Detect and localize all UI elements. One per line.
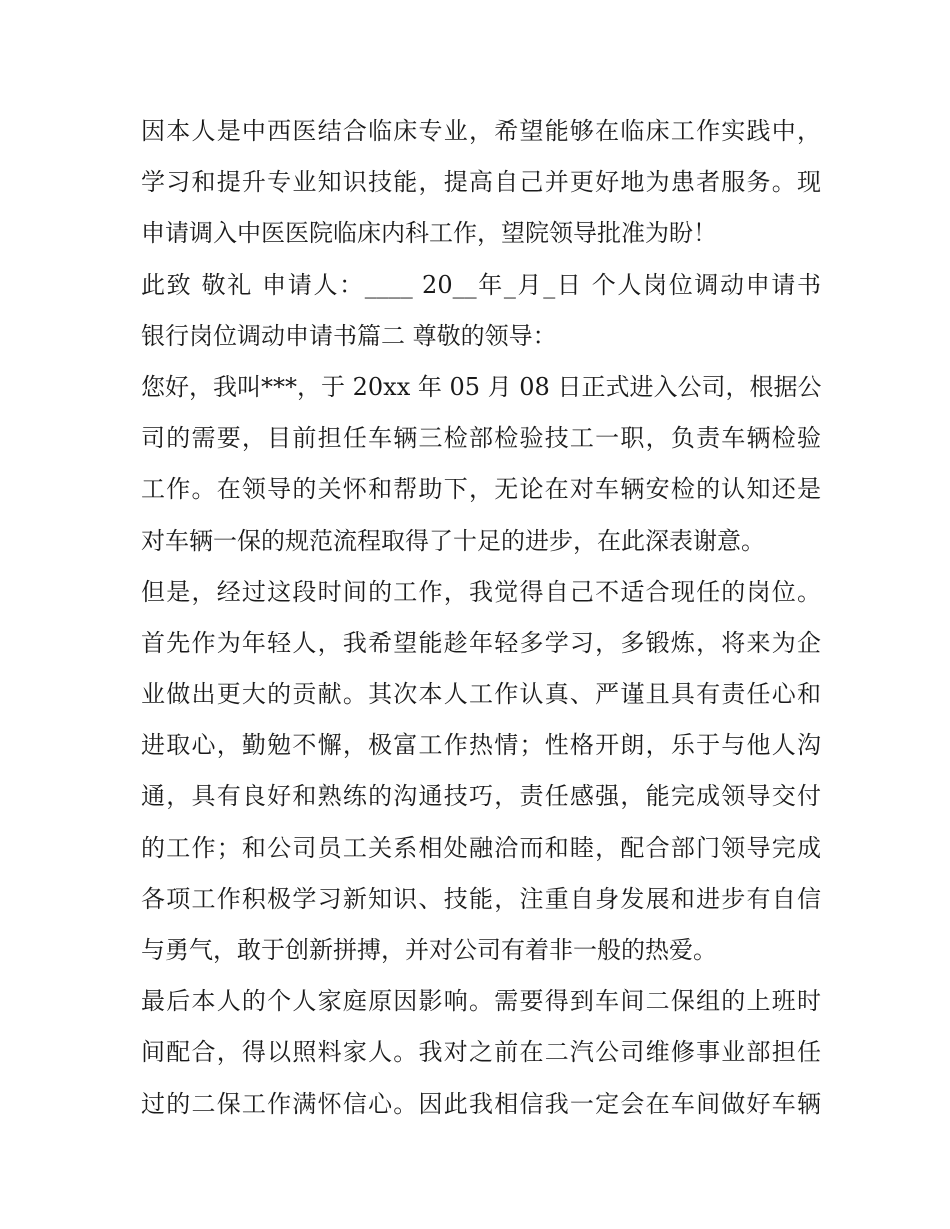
text-line: 您好，我叫***，于 20xx 年 05 月 08 日正式进入公司，根据公 bbox=[141, 372, 822, 401]
text-line: 因本人是中西医结合临床专业，希望能够在临床工作实践中， bbox=[141, 117, 821, 145]
text-line: 最后本人的个人家庭原因影响。需要得到车间二保组的上班时 bbox=[141, 987, 821, 1016]
text-line: 通，具有良好和熟练的沟通技巧，责任感强，能完成领导交付 bbox=[141, 782, 821, 811]
text-line: 学习和提升专业知识技能，提高自己并更好地为患者服务。现 bbox=[141, 168, 821, 197]
text-line: 司的需要，目前担任车辆三检部检验技工一职，负责车辆检验 bbox=[141, 424, 821, 453]
text-line: 银行岗位调动申请书篇二 尊敬的领导： bbox=[141, 321, 557, 350]
text-line: 各项工作积极学习新知识、技能，注重自身发展和进步有自信 bbox=[141, 884, 821, 913]
text-line: 对车辆一保的规范流程取得了十足的进步，在此深表谢意。 bbox=[141, 526, 765, 555]
text-line: 间配合，得以照料家人。我对之前在二汽公司维修事业部担任 bbox=[141, 1038, 821, 1067]
document-body bbox=[141, 106, 821, 1130]
text-line: 过的二保工作满怀信心。因此我相信我一定会在车间做好车辆 bbox=[141, 1089, 821, 1118]
text-line: 此致 敬礼 申请人：____ 20__年_月_日 个人岗位调动申请书 bbox=[141, 270, 821, 299]
text-line: 但是，经过这段时间的工作，我觉得自己不适合现任的岗位。 bbox=[141, 577, 821, 606]
text-line: 申请调入中医医院临床内科工作，望院领导批准为盼！ bbox=[141, 219, 717, 248]
text-line: 首先作为年轻人，我希望能趁年轻多学习，多锻炼，将来为企 bbox=[141, 628, 821, 657]
text-line: 与勇气，敢于创新拼搏，并对公司有着非一般的热爱。 bbox=[141, 936, 717, 964]
text-line: 工作。在领导的关怀和帮助下，无论在对车辆安检的认知还是 bbox=[141, 475, 821, 504]
text-line: 的工作；和公司员工关系相处融洽而和睦，配合部门领导完成 bbox=[141, 833, 821, 862]
text-line: 进取心，勤勉不懈，极富工作热情；性格开朗，乐于与他人沟 bbox=[141, 731, 821, 760]
text-line: 业做出更大的贡献。其次本人工作认真、严谨且具有责任心和 bbox=[141, 680, 821, 709]
